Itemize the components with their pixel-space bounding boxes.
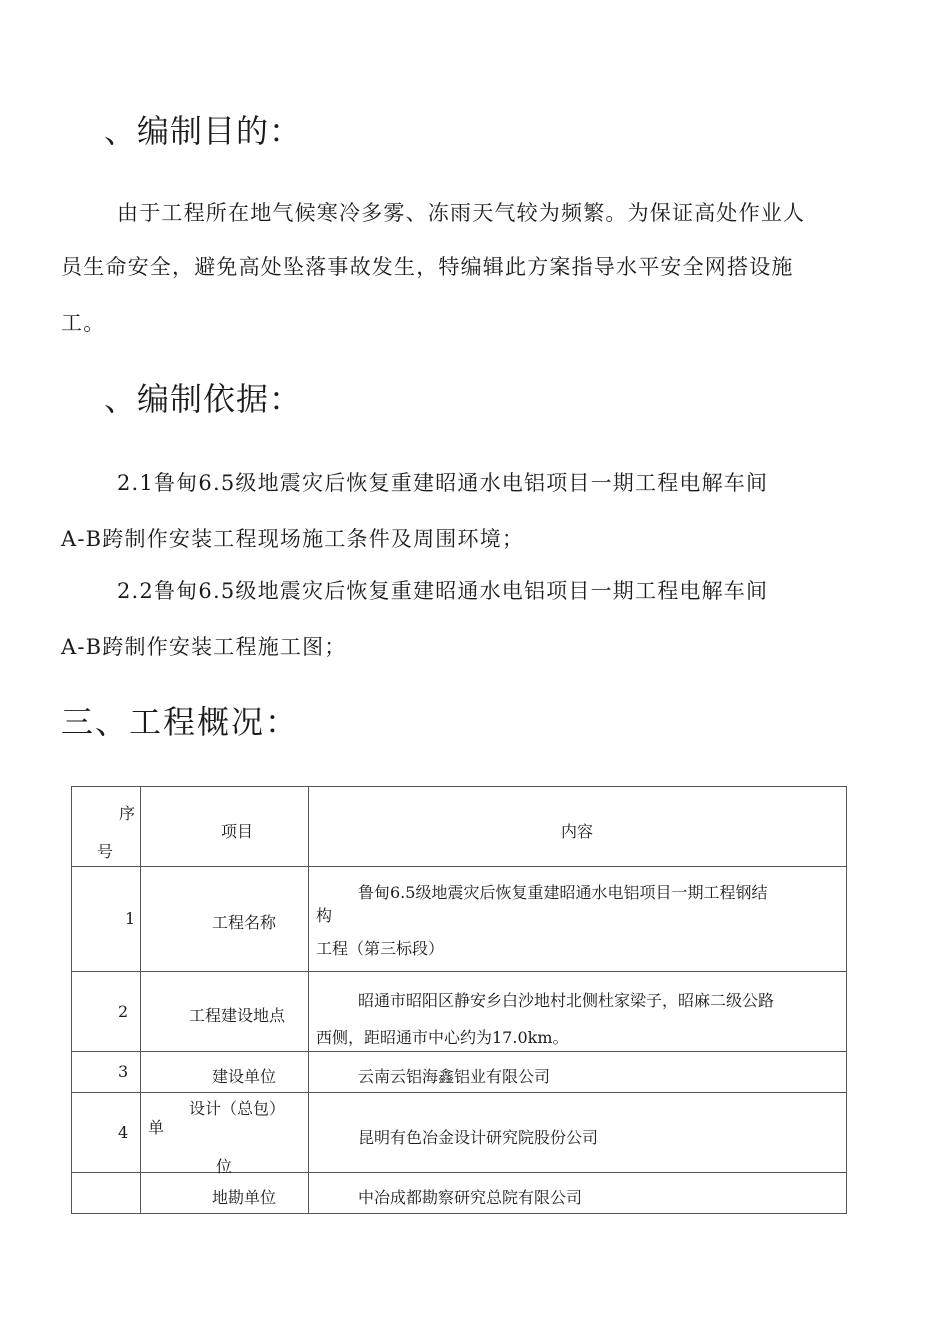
section2-line-2: A-B跨制作安装工程现场施工条件及周围环境；	[61, 527, 525, 551]
row1-no: 1	[125, 909, 136, 928]
section1-line-2: 员生命安全，避免高处坠落事故发生，特编辑此方案指导水平安全网搭设施	[61, 255, 794, 279]
row3-item: 建设单位	[212, 1067, 277, 1086]
row4-item-line-3: 位	[216, 1157, 233, 1176]
row2-content-line-1: 昭通市昭阳区静安乡白沙地村北侧杜家梁子，昭麻二级公路	[358, 991, 775, 1010]
header-no-top: 序	[119, 804, 136, 823]
row5-item: 地勘单位	[212, 1188, 277, 1207]
section3-heading: 三、工程概况：	[61, 703, 300, 741]
row3-content: 云南云铝海鑫铝业有限公司	[358, 1067, 551, 1086]
table-row	[72, 972, 847, 1052]
table-row	[72, 1173, 847, 1214]
row2-no: 2	[118, 1002, 129, 1021]
row5-content: 中冶成都勘察研究总院有限公司	[358, 1188, 583, 1207]
header-item: 项目	[221, 822, 254, 841]
section2-line-1: 2.1鲁甸6.5级地震灾后恢复重建昭通水电铝项目一期工程电解车间	[117, 471, 769, 495]
row2-content-line-2: 西侧，距昭通市中心约为17.0km。	[316, 1028, 569, 1047]
row4-item-line-2: 单	[148, 1118, 165, 1137]
header-no-bottom: 号	[97, 842, 114, 861]
header-item-cell	[141, 787, 309, 867]
header-content-cell	[309, 787, 847, 867]
table-row	[72, 1052, 847, 1093]
header-no-cell	[72, 787, 141, 867]
row4-content: 昆明有色冶金设计研究院股份公司	[358, 1128, 599, 1147]
section2-line-4: A-B跨制作安装工程施工图；	[61, 635, 347, 659]
row1-content-line-1: 鲁甸6.5级地震灾后恢复重建昭通水电铝项目一期工程钢结	[358, 883, 768, 902]
row1-content-line-3: 工程（第三标段）	[316, 939, 445, 958]
row3-no: 3	[118, 1062, 129, 1081]
row4-item-line-1: 设计（总包）	[189, 1099, 286, 1118]
row1-content-line-2: 构	[316, 906, 333, 925]
table-row	[72, 867, 847, 972]
row4-no: 4	[118, 1123, 129, 1142]
section1-line-3: 工。	[61, 311, 106, 335]
row2-item: 工程建设地点	[189, 1006, 286, 1025]
row1-item: 工程名称	[212, 913, 277, 932]
section1-heading: 、编制目的：	[104, 112, 303, 150]
table-header-row	[72, 787, 847, 867]
header-content: 内容	[561, 822, 594, 841]
section2-line-3: 2.2鲁甸6.5级地震灾后恢复重建昭通水电铝项目一期工程电解车间	[117, 579, 769, 603]
section1-line-1: 由于工程所在地气候寒冷多雾、冻雨天气较为频繁。为保证高处作业人	[117, 201, 806, 225]
project-overview-table	[71, 786, 847, 1214]
table-row	[72, 1093, 847, 1173]
section2-heading: 、编制依据：	[104, 380, 303, 418]
